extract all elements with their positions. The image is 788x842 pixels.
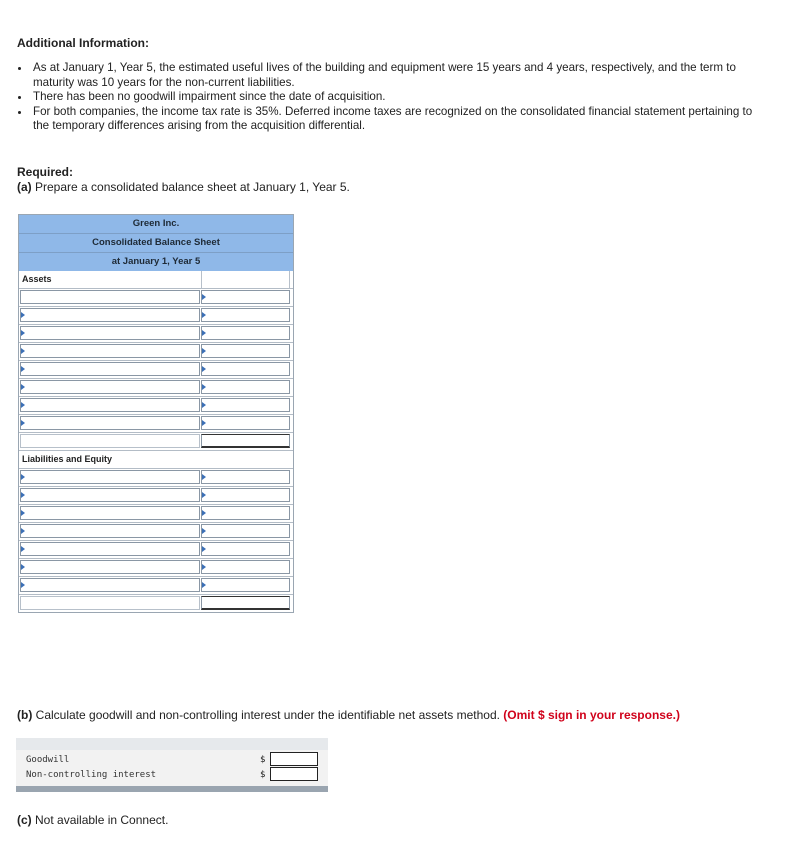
balance-sheet-header [19, 215, 293, 271]
asset-amount-input[interactable] [201, 398, 290, 412]
part-a-instruction [17, 180, 350, 194]
part-b-text: Calculate goodwill and non-controlling interest under the identifiable net assets method. [32, 708, 504, 722]
company-name: Green Inc. [19, 215, 293, 234]
liabilities-total-row [19, 595, 293, 612]
liability-row [19, 469, 293, 487]
asset-row [19, 307, 293, 325]
liability-row [19, 505, 293, 523]
liabilities-total-label [20, 596, 200, 610]
assets-total-input[interactable] [201, 434, 290, 448]
liability-account-dropdown[interactable] [20, 578, 200, 592]
assets-heading-amount [201, 271, 290, 288]
liability-amount-input[interactable] [201, 560, 290, 574]
asset-row [19, 361, 293, 379]
asset-row [19, 325, 293, 343]
liability-amount-input[interactable] [201, 506, 290, 520]
part-c-text: Not available in Connect. [31, 813, 169, 827]
asset-amount-input[interactable] [201, 326, 290, 340]
info-bullet-3: • For both companies, the income tax rate is 35%. Deferred income taxes are recognized on the consolidated financial statement pertaining to the temporary differences arising from the acquisition differential. [31, 105, 771, 134]
liability-account-dropdown[interactable] [20, 560, 200, 574]
liabilities-heading-text: Liabilities and Equity [22, 454, 113, 464]
part-b-note: (Omit $ sign in your response.) [503, 708, 680, 722]
asset-account-dropdown[interactable] [20, 380, 200, 394]
asset-amount-input[interactable] [201, 362, 290, 376]
liability-amount-input[interactable] [201, 578, 290, 592]
liability-account-dropdown[interactable] [20, 542, 200, 556]
part-c-instruction [17, 813, 168, 827]
asset-row [19, 397, 293, 415]
liability-row [19, 559, 293, 577]
liability-row [19, 541, 293, 559]
liability-amount-input[interactable] [201, 488, 290, 502]
goodwill-nci-panel [16, 738, 328, 792]
nci-input[interactable] [270, 767, 318, 781]
asset-amount-input[interactable] [201, 290, 290, 304]
panel-bottom-bar [16, 786, 328, 792]
asset-account-dropdown[interactable] [20, 362, 200, 376]
liability-row [19, 577, 293, 595]
liability-account-dropdown[interactable] [20, 524, 200, 538]
asset-account-dropdown[interactable] [20, 398, 200, 412]
liability-amount-input[interactable] [201, 542, 290, 556]
liability-account-dropdown[interactable] [20, 506, 200, 520]
part-a-text: Prepare a consolidated balance sheet at January 1, Year 5. [31, 180, 350, 194]
assets-total-row [19, 433, 293, 451]
liability-account-dropdown[interactable] [20, 470, 200, 484]
asset-amount-input[interactable] [201, 416, 290, 430]
asset-account-dropdown[interactable] [20, 326, 200, 340]
asset-row [19, 289, 293, 307]
asset-amount-input[interactable] [201, 380, 290, 394]
asset-account-dropdown[interactable] [20, 308, 200, 322]
part-a-label: (a) [17, 180, 32, 194]
goodwill-input[interactable] [270, 752, 318, 766]
info-bullet-2: • There has been no goodwill impairment since the date of acquisition. [31, 90, 771, 105]
statement-name: Consolidated Balance Sheet [19, 234, 293, 253]
liabilities-equity-heading [19, 451, 293, 469]
additional-info-title: Additional Information: [17, 36, 149, 50]
asset-row [19, 415, 293, 433]
panel-top-bar [16, 738, 328, 750]
asset-amount-input[interactable] [201, 308, 290, 322]
asset-row [19, 379, 293, 397]
required-title: Required: [17, 165, 74, 179]
liability-account-dropdown[interactable] [20, 488, 200, 502]
goodwill-currency: $ [260, 755, 266, 765]
part-c-label: (c) [17, 813, 32, 827]
assets-total-label [20, 434, 200, 448]
liabilities-total-input[interactable] [201, 596, 290, 610]
assets-heading-text: Assets [22, 274, 52, 284]
info-bullet-1: • As at January 1, Year 5, the estimated useful lives of the building and equipment were 15 years and 4 years, respectively, and the term to maturity was 10 years for the non-current liabilities. [31, 61, 771, 90]
nci-label: Non-controlling interest [26, 770, 157, 780]
additional-info-list [17, 61, 771, 134]
liability-amount-input[interactable] [201, 470, 290, 484]
consolidated-balance-sheet [18, 214, 294, 613]
part-b-instruction [17, 708, 680, 722]
part-b-label: (b) [17, 708, 33, 722]
assets-heading [19, 271, 293, 289]
asset-account-dropdown[interactable] [20, 344, 200, 358]
goodwill-label: Goodwill [26, 755, 70, 765]
asset-amount-input[interactable] [201, 344, 290, 358]
liability-row [19, 523, 293, 541]
liability-amount-input[interactable] [201, 524, 290, 538]
nci-currency: $ [260, 770, 266, 780]
liability-row [19, 487, 293, 505]
statement-date: at January 1, Year 5 [111, 256, 201, 267]
asset-account-dropdown[interactable] [20, 290, 200, 304]
asset-row [19, 343, 293, 361]
asset-account-dropdown[interactable] [20, 416, 200, 430]
